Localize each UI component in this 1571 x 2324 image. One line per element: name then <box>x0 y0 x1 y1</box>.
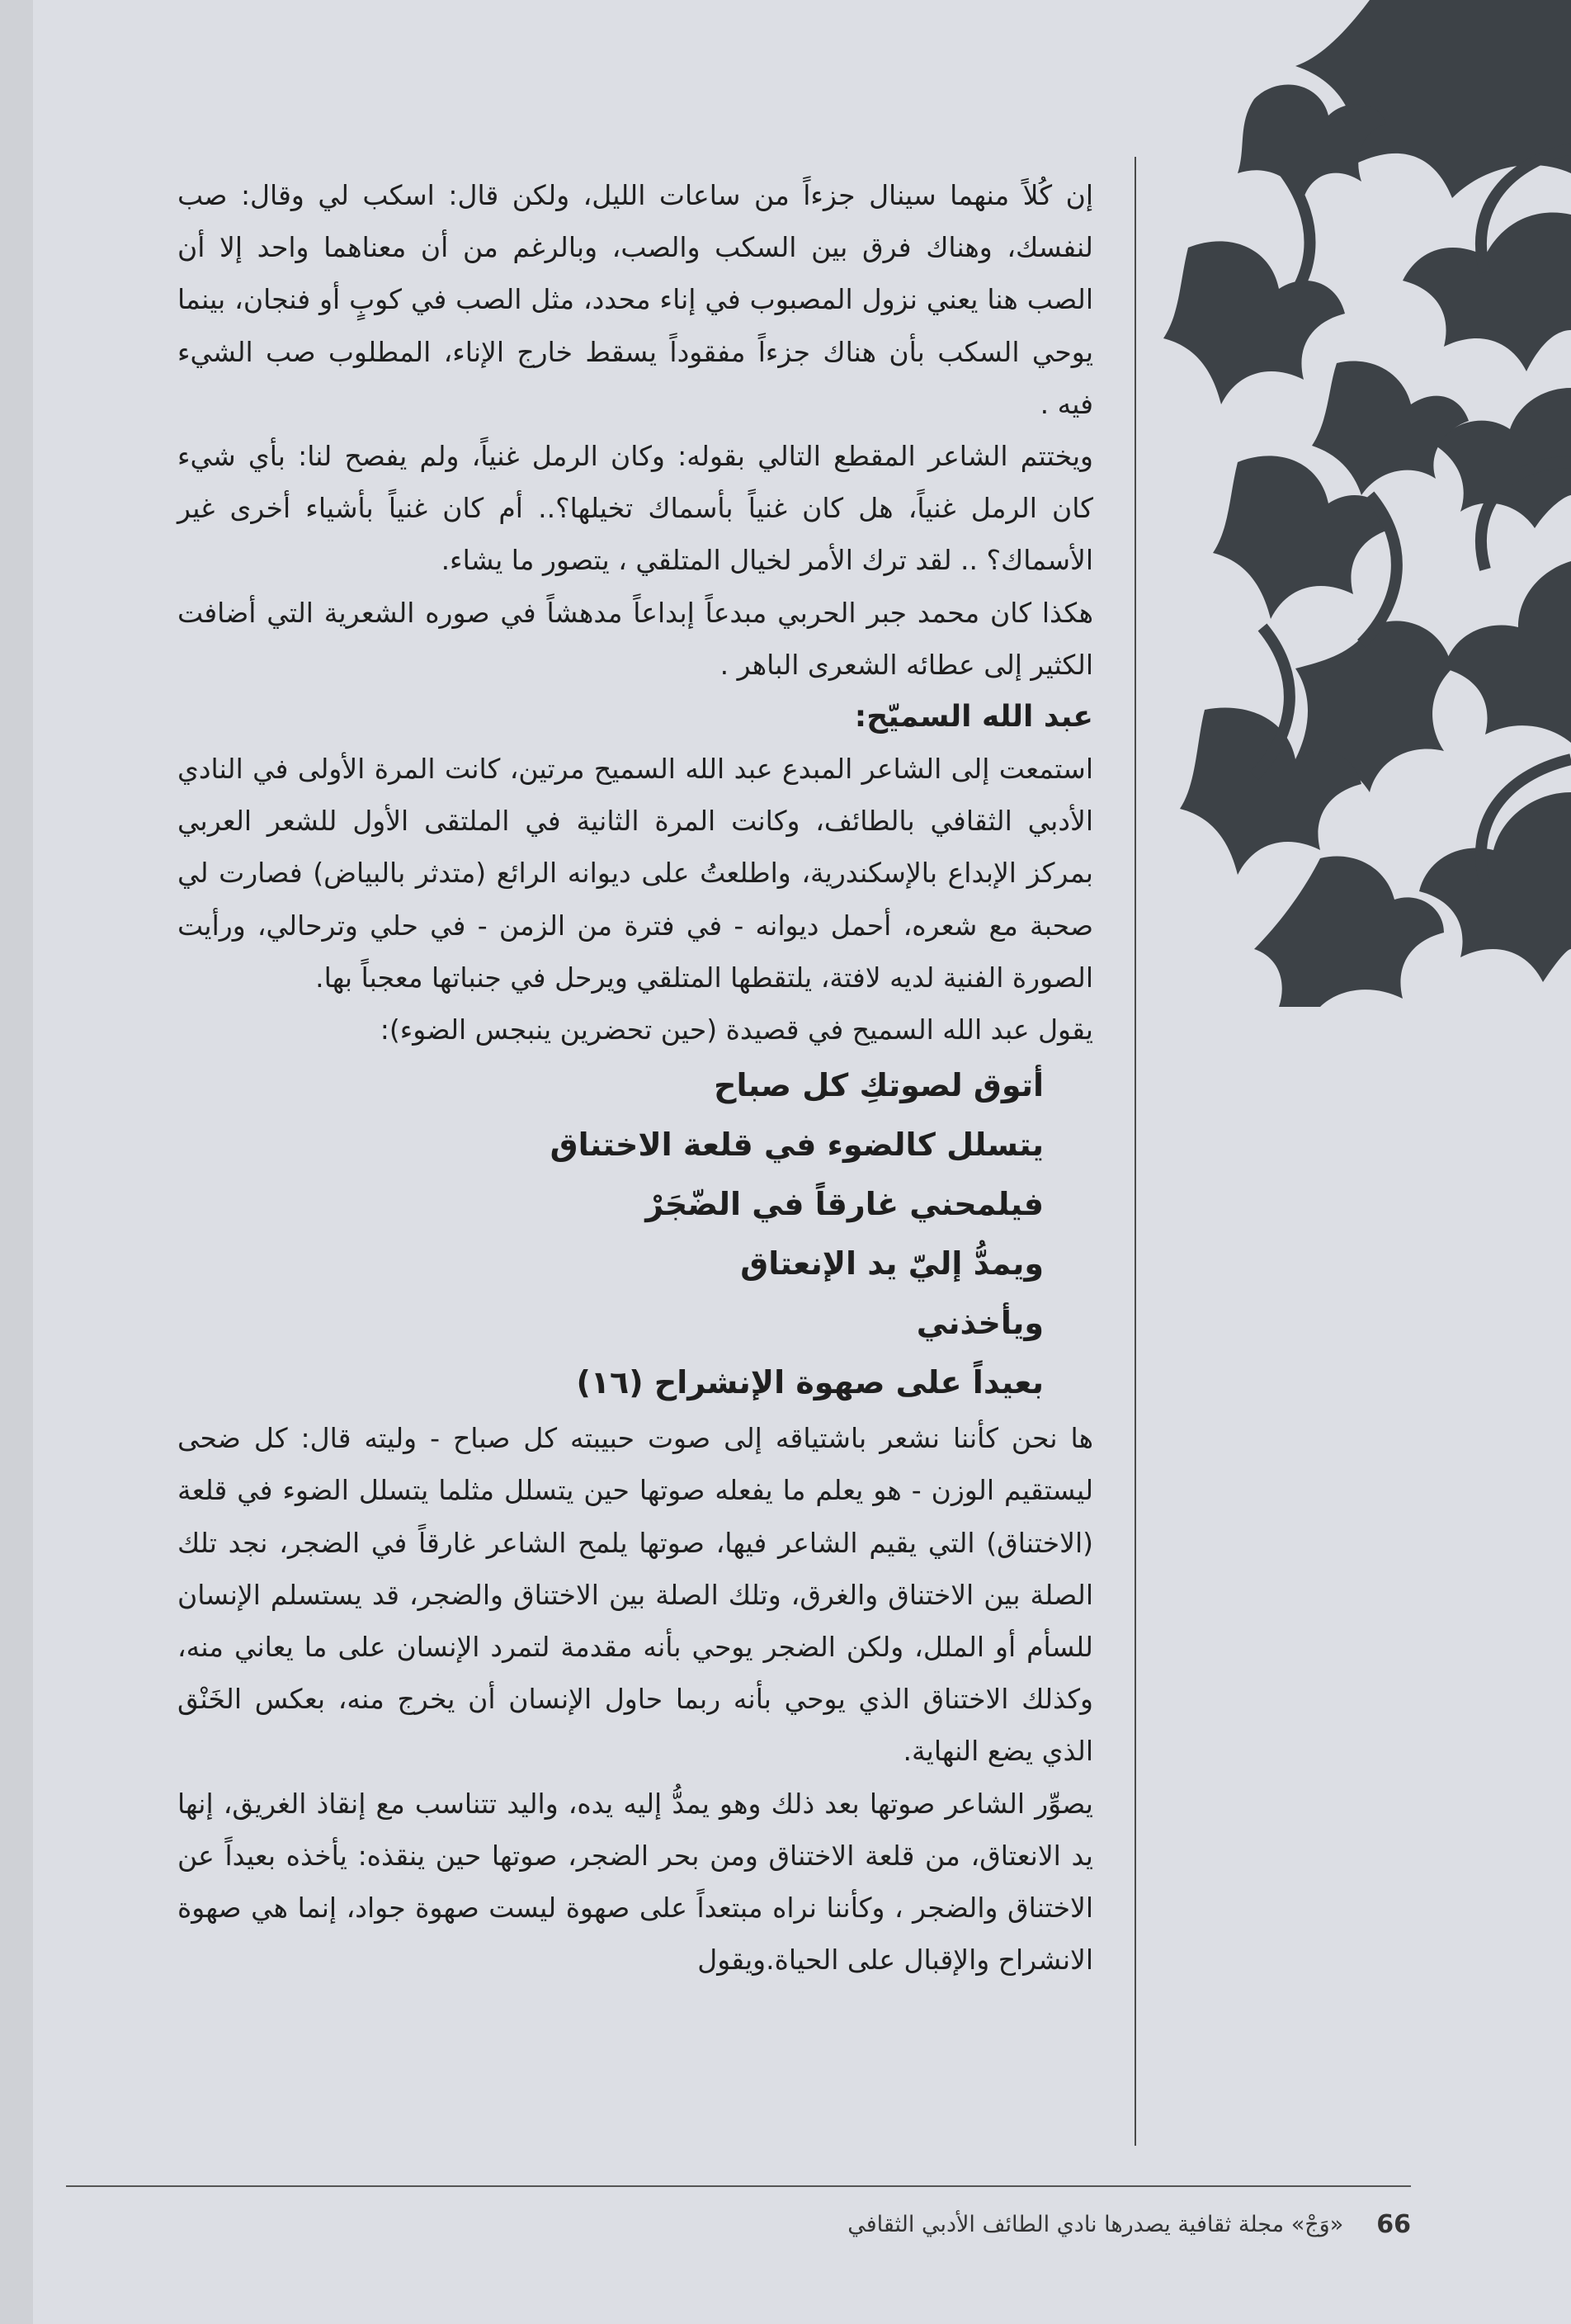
article-paragraph-6: ها نحن كأننا نشعر باشتياقه إلى صوت حبيبته كل صباح - وليته قال: كل ضحى ليستقيم الوزن - هو يعلم ما يفعله صوتها حين يتسلل مثلما يتسلل الضوء في قلعة (الاختناق) التي يقيم الشاعر فيها، صوتها يلمح الشاعر غارقاً في الضجر، نجد تلك الصلة بين الاختناق والغرق، وتلك الصلة بين الاختناق والضجر، قد يستسلم الإنسان للسأم أو الملل، ولكن الضجر يوحي بأنه مقدمة لتمرد الإنسان على ما يعاني منه، وكذلك الاختناق الذي يوحي بأنه ربما حاول الإنسان أن يخرج منه، بعكس الخَنْق الذي يضع النهاية. <box>177 1422 1093 1768</box>
article-paragraph-3: هكذا كان محمد جبر الحربي مبدعاً إبداعاً مدهشاً في صوره الشعرية التي أضافت الكثير إلى عطائه الشعرى الباهر . <box>177 596 1093 681</box>
article-paragraph-2: ويختتم الشاعر المقطع التالي بقوله: وكان الرمل غنياً، ولم يفصح لنا: بأي شيء كان الرمل غنياً، هل كان غنياً بأسماك تخيلها؟.. أم كان غنياً بأشياء أخرى غير الأسماك؟ .. لقد ترك الأمر لخيال المتلقي ، يتصور ما يشاء. <box>177 440 1093 577</box>
page-number: 66 <box>1376 2209 1411 2239</box>
poem-line-3: فيلمحني غارقاً في الضّجَرْ <box>645 1186 1044 1223</box>
article-paragraph-1: إن كُلاً منهما سينال جزءاً من ساعات الليل، ولكن قال: اسكب لي وقال: صب لنفسك، وهناك فرق بين السكب والصب، وبالرغم من أن معناهما واحد إلا أن الصب هنا يعني نزول المصبوب في إناء محدد، مثل الصب في كوبٍ أو فنجان، بينما يوحي السكب بأن هناك جزءاً مفقوداً يسقط خارج الإناء، المطلوب صب الشيء فيه . <box>177 179 1093 420</box>
page-left-margin <box>0 0 33 2324</box>
poem-line-5: ويأخذني <box>916 1305 1044 1342</box>
page-footer <box>767 2204 1411 2245</box>
poem-line-2: يتسلل كالضوء في قلعة الاختناق <box>550 1127 1044 1164</box>
article-paragraph-4: استمعت إلى الشاعر المبدع عبد الله السميح مرتين، كانت المرة الأولى في النادي الأدبي الثقافي بالطائف، وكانت المرة الثانية في الملتقى الأول للشعر العربي بمركز الإبداع بالإسكندرية، واطلعتُ على ديوانه الرائع (متدثر بالبياض) فصارت لي صحبة مع شعره، أحمل ديوانه - في فترة من الزمن - في حلي وترحالي، ورأيت الصورة الفنية لديه لافتة، يلتقطها المتلقي ويرحل في جنباتها معجباً بها. <box>177 753 1093 994</box>
poem-block <box>177 1056 1093 1412</box>
poem-line-4: ويمدُّ إليّ يد الإنعتاق <box>740 1245 1044 1282</box>
column-divider-rule <box>1135 157 1136 2146</box>
footer-rule <box>66 2185 1411 2187</box>
publication-name: «وَجْ» مجلة ثقافية يصدرها نادي الطائف الأدبي الثقافي <box>847 2211 1344 2237</box>
poem-line-1: أتوق لصوتكِ كل صباح <box>714 1067 1044 1104</box>
arabesque-ornament <box>1155 0 1571 1007</box>
section-heading: عبد الله السميّح: <box>854 700 1093 735</box>
article-paragraph-5: يقول عبد الله السميح في قصيدة (حين تحضرين ينبجس الضوء): <box>380 1013 1093 1046</box>
article-paragraph-7: يصوِّر الشاعر صوتها بعد ذلك وهو يمدُّ إليه يده، واليد تتناسب مع إنقاذ الغريق، إنها يد الانعتاق، من قلعة الاختناق ومن بحر الضجر، صوتها حين ينقذه: يأخذه بعيداً عن الاختناق والضجر ، وكأننا نراه مبتعداً على صهوة ليست صهوة جواد، إنما هي صهوة الانشراح والإقبال على الحياة.ويقول <box>177 1787 1093 1977</box>
poem-line-6: بعيداً على صهوة الإنشراح (١٦) <box>576 1364 1044 1401</box>
article-column <box>177 169 1093 1986</box>
